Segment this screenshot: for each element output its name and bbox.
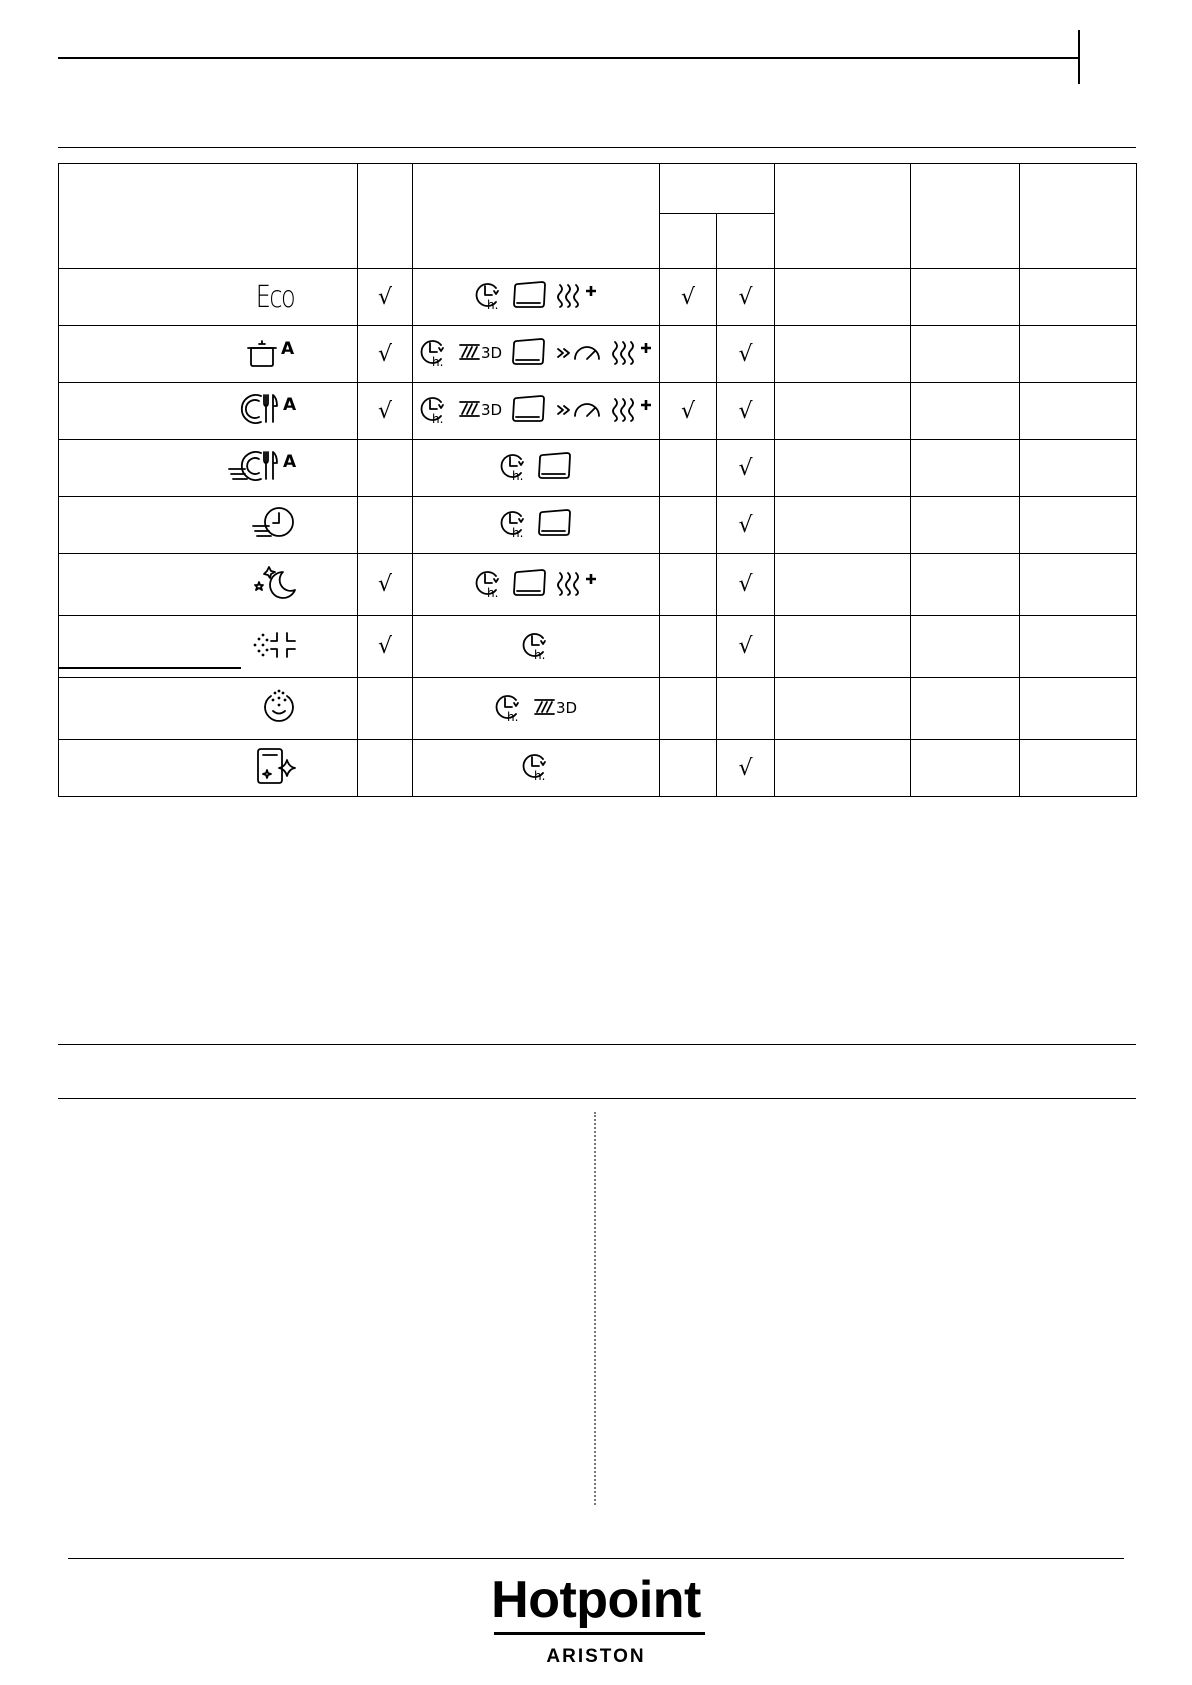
- svg-text:3D: 3D: [481, 344, 503, 362]
- svg-text:A: A: [283, 452, 297, 472]
- header-sub-1: [660, 214, 717, 269]
- table-row: [59, 678, 1137, 740]
- turbo-icon: [555, 339, 603, 369]
- delay-start-icon: [521, 750, 551, 786]
- cell-col-5: [775, 326, 911, 383]
- table-row: [59, 554, 1137, 616]
- delay-start-icon: [494, 691, 524, 727]
- cell-col-4: [717, 269, 775, 326]
- header-programme: [59, 164, 358, 269]
- check-mark: √: [680, 284, 696, 310]
- check-mark: √: [377, 341, 393, 367]
- cell-col-4: [717, 383, 775, 440]
- cell-col-3: [660, 326, 717, 383]
- quick-wash-clock-icon: [249, 504, 299, 546]
- zone-wash-3d-icon: [457, 339, 503, 369]
- table-row: [59, 383, 1137, 440]
- brand-logo-bar: [494, 1632, 705, 1635]
- cell-col-5: [775, 616, 911, 678]
- fast-plates-cutlery-auto-icon: [225, 447, 299, 489]
- svg-text:h.: h.: [487, 585, 499, 599]
- cell-col-1: [358, 616, 413, 678]
- table-row: [59, 269, 1137, 326]
- cell-col-3: [660, 497, 717, 554]
- cell-col-3: [660, 383, 717, 440]
- cell-col-6: [911, 554, 1020, 616]
- table-header-row-1: [59, 164, 1137, 214]
- machine-care-sparkle-icon: [251, 746, 299, 790]
- tablet-icon: [512, 280, 548, 314]
- section-rule-top: [58, 147, 1136, 148]
- options-cell: [413, 497, 660, 554]
- cell-col-5: [775, 740, 911, 797]
- check-mark: √: [738, 634, 753, 659]
- check-mark: √: [377, 572, 393, 597]
- tablet-icon: [537, 451, 573, 485]
- cell-col-5: [775, 440, 911, 497]
- header-col-5: [775, 164, 911, 269]
- svg-text:h.: h.: [512, 469, 524, 482]
- cell-col-5: [775, 678, 911, 740]
- cell-col-3: [660, 678, 717, 740]
- programme-cell: [59, 269, 358, 326]
- pot-auto-icon: [243, 334, 299, 374]
- eco-label: Eco: [255, 279, 295, 315]
- turbo-icon: [555, 396, 603, 426]
- options-cell: [413, 326, 660, 383]
- options-group: [499, 450, 573, 486]
- cell-col-7: [1020, 497, 1137, 554]
- cell-col-4: [717, 497, 775, 554]
- header-col-7: [1020, 164, 1137, 269]
- extra-dry-icon: [611, 338, 653, 370]
- options-group: [419, 336, 653, 372]
- cell-col-3: [660, 440, 717, 497]
- tablet-icon: [511, 337, 547, 371]
- cell-col-6: [911, 440, 1020, 497]
- check-mark: √: [377, 634, 393, 659]
- check-mark: √: [738, 455, 753, 481]
- hygiene-spray-icon: [249, 629, 299, 665]
- extra-dry-icon: [556, 281, 598, 313]
- svg-text:h.: h.: [507, 709, 519, 723]
- cell-col-1: [358, 497, 413, 554]
- plates-cutlery-auto-icon: [239, 390, 299, 432]
- cell-col-4: [717, 326, 775, 383]
- svg-text:h.: h.: [512, 526, 524, 539]
- svg-text:h.: h.: [432, 355, 444, 368]
- check-mark: √: [377, 284, 393, 310]
- cell-col-7: [1020, 740, 1137, 797]
- cell-col-7: [1020, 269, 1137, 326]
- cell-col-6: [911, 616, 1020, 678]
- cell-col-5: [775, 554, 911, 616]
- delay-start-icon: [499, 507, 529, 543]
- options-group: [494, 691, 578, 727]
- table-row: [59, 740, 1137, 797]
- cell-col-1: [358, 440, 413, 497]
- options-group: [521, 629, 551, 665]
- svg-text:h.: h.: [432, 412, 444, 425]
- svg-text:h.: h.: [487, 298, 499, 311]
- cell-col-7: [1020, 326, 1137, 383]
- check-mark: √: [738, 341, 753, 367]
- cell-col-5: [775, 383, 911, 440]
- brand-logo-sub: ARISTON: [546, 1646, 646, 1667]
- cell-col-7: [1020, 440, 1137, 497]
- table-row: [59, 497, 1137, 554]
- check-mark: √: [738, 512, 753, 538]
- options-group: [474, 567, 598, 603]
- extra-dry-icon: [611, 395, 653, 427]
- cell-col-1: [358, 269, 413, 326]
- cell-col-4: [717, 616, 775, 678]
- top-rule: [58, 57, 1080, 59]
- cell-col-6: [911, 383, 1020, 440]
- programme-cell: [59, 497, 358, 554]
- extra-dry-icon: [556, 569, 598, 601]
- programme-cell: [59, 383, 358, 440]
- check-mark: √: [680, 398, 696, 424]
- svg-text:A: A: [281, 339, 295, 359]
- delay-start-icon: [474, 279, 504, 315]
- tablet-icon: [537, 508, 573, 542]
- svg-text:A: A: [283, 395, 297, 415]
- cell-col-3: [660, 740, 717, 797]
- cell-col-7: [1020, 678, 1137, 740]
- svg-text:h.: h.: [534, 647, 546, 661]
- night-moon-stars-icon: [249, 564, 299, 606]
- tablet-icon: [511, 394, 547, 428]
- prewash-dots-icon: [259, 687, 299, 731]
- delay-start-icon: [419, 336, 449, 372]
- options-group: [474, 279, 598, 315]
- cell-col-3: [660, 616, 717, 678]
- options-cell: [413, 678, 660, 740]
- cell-col-6: [911, 740, 1020, 797]
- delay-start-icon: [521, 629, 551, 665]
- cell-col-3: [660, 269, 717, 326]
- cell-col-6: [911, 269, 1020, 326]
- header-group: [660, 164, 775, 214]
- cell-col-3: [660, 554, 717, 616]
- tablet-icon: [512, 568, 548, 602]
- delay-start-icon: [419, 393, 449, 429]
- cell-col-1: [358, 554, 413, 616]
- check-mark: √: [738, 398, 753, 424]
- header-col-6: [911, 164, 1020, 269]
- cell-col-1: [358, 678, 413, 740]
- table-row: [59, 440, 1137, 497]
- options-cell: [413, 616, 660, 678]
- section-rule-3: [58, 1098, 1136, 1099]
- cell-col-5: [775, 269, 911, 326]
- options-cell: [413, 440, 660, 497]
- options-cell: [413, 740, 660, 797]
- check-mark: √: [738, 755, 753, 781]
- delay-start-icon: [499, 450, 529, 486]
- cell-col-1: [358, 740, 413, 797]
- cell-col-4: [717, 678, 775, 740]
- eco-icon: [251, 280, 299, 315]
- partial-rule: [58, 667, 241, 669]
- programme-cell: [59, 740, 358, 797]
- header-col-1: [358, 164, 413, 269]
- programme-cell: [59, 678, 358, 740]
- table-row: [59, 326, 1137, 383]
- header-sub-2: [717, 214, 775, 269]
- cell-col-1: [358, 326, 413, 383]
- cell-col-5: [775, 497, 911, 554]
- options-cell: [413, 269, 660, 326]
- programme-cell: [59, 440, 358, 497]
- programme-cell: [59, 326, 358, 383]
- options-cell: [413, 383, 660, 440]
- options-group: [521, 750, 551, 786]
- cell-col-6: [911, 326, 1020, 383]
- check-mark: √: [738, 572, 753, 597]
- column-divider: [594, 1112, 596, 1505]
- options-group: [499, 507, 573, 543]
- section-rule-2: [58, 1044, 1136, 1045]
- svg-text:3D: 3D: [481, 401, 503, 419]
- delay-start-icon: [474, 567, 504, 603]
- options-cell: [413, 554, 660, 616]
- cell-col-6: [911, 497, 1020, 554]
- cell-col-4: [717, 740, 775, 797]
- cell-col-7: [1020, 554, 1137, 616]
- cell-col-1: [358, 383, 413, 440]
- cell-col-7: [1020, 383, 1137, 440]
- cell-col-4: [717, 440, 775, 497]
- cell-col-6: [911, 678, 1020, 740]
- brand-logo-name: Hotpoint: [491, 1571, 701, 1629]
- programme-cell: [59, 554, 358, 616]
- top-rule-tick: [1078, 30, 1080, 84]
- svg-text:3D: 3D: [556, 698, 578, 717]
- footer-rule: [68, 1558, 1124, 1559]
- check-mark: √: [377, 398, 393, 424]
- check-mark: √: [738, 284, 753, 310]
- cell-col-7: [1020, 616, 1137, 678]
- header-options: [413, 164, 660, 269]
- zone-wash-3d-icon: [457, 396, 503, 426]
- programme-table: [58, 163, 1137, 797]
- zone-wash-3d-icon: [532, 694, 578, 724]
- svg-text:h.: h.: [534, 769, 546, 782]
- cell-col-4: [717, 554, 775, 616]
- options-group: [419, 393, 653, 429]
